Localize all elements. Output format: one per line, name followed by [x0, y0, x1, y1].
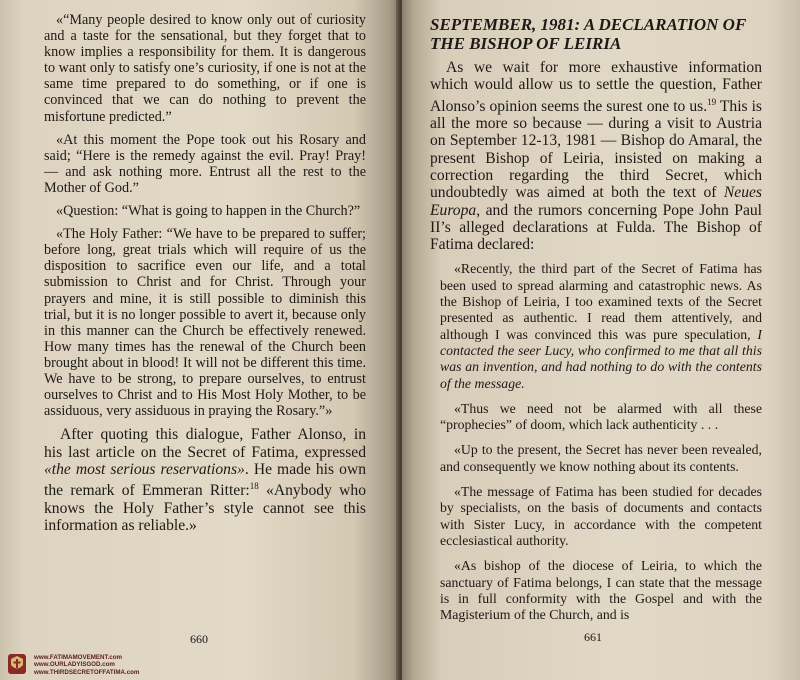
footnote-ref: 19: [707, 96, 717, 107]
left-paragraph-1: «“Many people desired to know only out of curiosity and a taste for the sensational, but they forget that to know implies a responsibility for them. It is dangerous to want only to satisfy one’s curiosity, if one is not at the same time prepared to do something, or if one is convinced that we can do nothing to prevent the misfortune predicted.”: [44, 12, 366, 125]
page-number-right: 661: [584, 630, 602, 644]
right-quote-3: «Up to the present, the Secret has never been revealed, and consequently we know nothing about its contents.: [440, 442, 762, 474]
right-intro-paragraph: As we wait for more exhaustive information which would allow us to settle the question, Father Alonso’s opinion seems the surest one to us.$^{19}$ This is all the more so because — during a visit to Austria on September 12-13, 1981 — Bishop do Amaral, the present Bishop of Leiria, insisted on making a correction regarding the third Secret, which undoubtedly was aimed at both the text of Neues Europa, and the rumors concerning Pope John Paul II’s alleged declarations at Fulda. The Bishop of Fatima declared:: [430, 59, 763, 254]
right-quote-1: «Recently, the third part of the Secret of Fatima has been used to spread alarming and catastrophic news. As the Bishop of Leiria, I too examined texts of the Secret presented as authentic. I read them attentively, and although I was convinced this was pure speculation, I contacted the seer Lucy, who confirmed to me that all this was an invention, and had nothing to do with the contents of the message.: [440, 261, 762, 391]
left-paragraph-3: «Question: “What is going to happen in the Church?”: [56, 203, 361, 220]
right-quote-5: «As bishop of the diocese of Leiria, to which the sanctuary of Fatima belongs, I can state that the message is in full conformity with the Gospel and with the Magisterium of the Church, and is: [440, 558, 762, 623]
left-paragraph-2: «At this moment the Pope took out his Rosary and said; “Here is the remedy against the evil. Pray! Pray! — and ask nothing more. Entrust all the rest to the Mother of God.”: [44, 131, 366, 196]
left-text-column: [44, 12, 366, 540]
watermark-url: www.FATIMAMOVEMENT.com: [34, 654, 122, 661]
page-number-left: 660: [190, 632, 208, 646]
right-quote-4: «The message of Fatima has been studied for decades by specialists, on the basis of documents and contacts with Sister Lucy, in accordance with the competent ecclesiastical authority.: [440, 484, 762, 548]
right-quote-2: «Thus we need not be alarmed with all these “prophecies” of doom, which lack authenticity . . .: [440, 400, 762, 433]
italic-phrase: «the most serious reservations»: [44, 460, 245, 478]
left-paragraph-4: «The Holy Father: “We have to be prepared to suffer; before long, great trials which will require of us the disposition to sacrifice even our life, and a total submission to Christ and for Christ. Through your prayers and mine, it is still possible to diminish this trial, but it is no longer possible to avert it, because only in this manner can the Church be effectively renewed. How many times has the renewal of the Church been brought about in blood! It will not be different this time. We have to be strong, to prepare ourselves, to entrust ourselves to Christ and to His Most Holy Mother, to be assiduous, very assiduous in praying the Rosary.”»: [44, 226, 366, 420]
right-page: [402, 0, 800, 680]
watermark-url: www.OURLADYISGOD.com: [34, 661, 115, 669]
seal-icon: [6, 653, 28, 675]
italic-phrase: I contacted the seer Lucy, who confirmed to me that all this was an invention, and had nothing to do with the contents of the message.: [440, 326, 762, 391]
right-text-column: [430, 16, 762, 632]
watermark-url: www.THIRDSECRETOFFATIMA.com: [34, 668, 140, 676]
footnote-ref: 18: [249, 481, 259, 492]
watermark-urls: [34, 654, 139, 676]
section-heading: SEPTEMBER, 1981: A DECLARATION OF THE BISHOP OF LEIRIA: [430, 15, 747, 53]
left-paragraph-final: After quoting this dialogue, Father Alonso, in his last article on the Secret of Fatima, expressed «the most serious reservations». He made his own the remark of Emmeran Ritter:$^{18}$ «Anybody who knows the Holy Father’s style cannot see this information as reliable.»: [44, 426, 366, 534]
italic-title: Neues Europa: [430, 184, 762, 219]
